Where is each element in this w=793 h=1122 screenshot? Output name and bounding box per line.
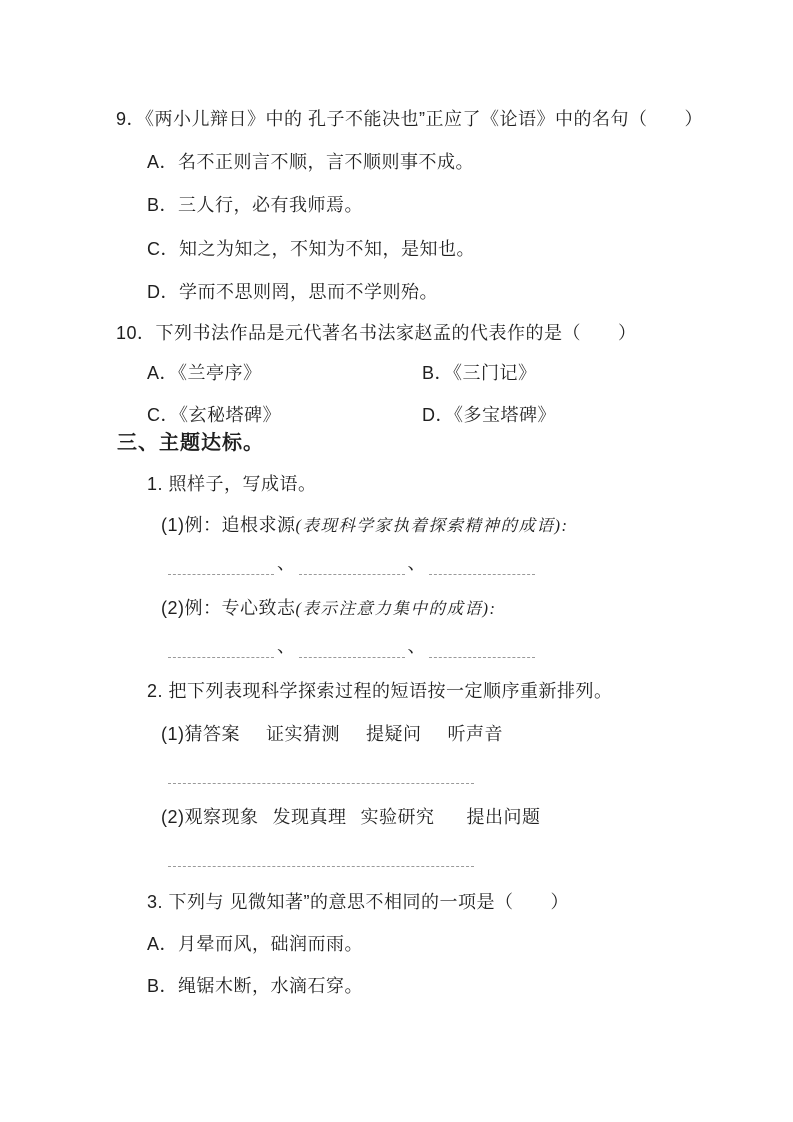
phrase: 证实猜测 [266,724,340,744]
answer-blank [168,640,274,658]
section-3-heading: 三、主题达标。 [117,432,264,454]
item-1-sub-1 [161,513,568,538]
blank-separator: 、 [277,636,296,656]
answer-blank [168,557,274,575]
answer-blank [299,640,405,658]
item-1-sub-1-note: (表现科学家执着探索精神的成语): [295,516,569,535]
question-10-stem: 10．下列书法作品是元代著名书法家赵孟的代表作的是（ ） [116,323,637,343]
item-2-sub-2-phrases [161,805,541,829]
item-2-sub-2-label: (2) [161,807,185,827]
phrase: 猜答案 [184,724,240,744]
question-10-option-c: C．《玄秘塔碑》 [147,405,281,425]
question-9-option-a: A．名不正则言不顺，言不顺则事不成。 [147,152,475,172]
blank-separator: 、 [277,553,296,573]
item-1-sub-2 [161,596,496,621]
phrase: 听声音 [447,724,503,744]
item-1-sub-2-note: (表示注意力集中的成语): [295,599,497,618]
phrase: 观察现象 [184,807,259,827]
phrase: 提疑问 [366,724,422,744]
question-10-option-a: A．《兰亭序》 [147,363,262,383]
answer-blank-long [168,849,474,867]
item-2-sub-2-answer-line [168,843,474,867]
blank-separator: 、 [407,636,426,656]
item-2-sub-1-answer-line [168,760,474,784]
item-1-sub-2-prefix: (2)例：专心致志 [161,598,296,618]
answer-blank [299,557,405,575]
item-2-sub-1-label: (1) [161,724,185,744]
item-3-option-a: A．月晕而风，础润而雨。 [147,934,364,954]
item-2-sub-1-phrases [161,722,503,746]
question-10-option-b: B．《三门记》 [422,363,537,383]
phrase: 实验研究 [360,807,435,827]
item-3-option-b: B．绳锯木断，水滴石穿。 [147,976,364,996]
item-1-sub-2-answer-blanks [168,634,535,658]
item-2-title: 2. 把下列表现科学探索过程的短语按一定顺序重新排列。 [147,681,613,701]
question-9-option-b: B．三人行，必有我师焉。 [147,195,364,215]
answer-blank [429,640,535,658]
phrase: 发现真理 [272,807,347,827]
phrase: 提出问题 [466,807,541,827]
question-9-option-c: C．知之为知之，不知为不知，是知也。 [147,239,475,259]
answer-blank-long [168,766,474,784]
question-10-option-d: D．《多宝塔碑》 [422,405,556,425]
answer-blank [429,557,535,575]
item-1-sub-1-prefix: (1)例：追根求源 [161,515,296,535]
question-9-stem: 9．《两小儿辩日》中的 孔子不能决也”正应了《论语》中的名句（ ） [116,109,704,129]
item-1-title: 1. 照样子，写成语。 [147,474,317,494]
question-9-option-d: D．学而不思则罔，思而不学则殆。 [147,282,438,302]
blank-separator: 、 [407,553,426,573]
item-3-title: 3. 下列与 见微知著”的意思不相同的一项是（ ） [147,892,570,912]
item-1-sub-1-answer-blanks [168,551,535,575]
